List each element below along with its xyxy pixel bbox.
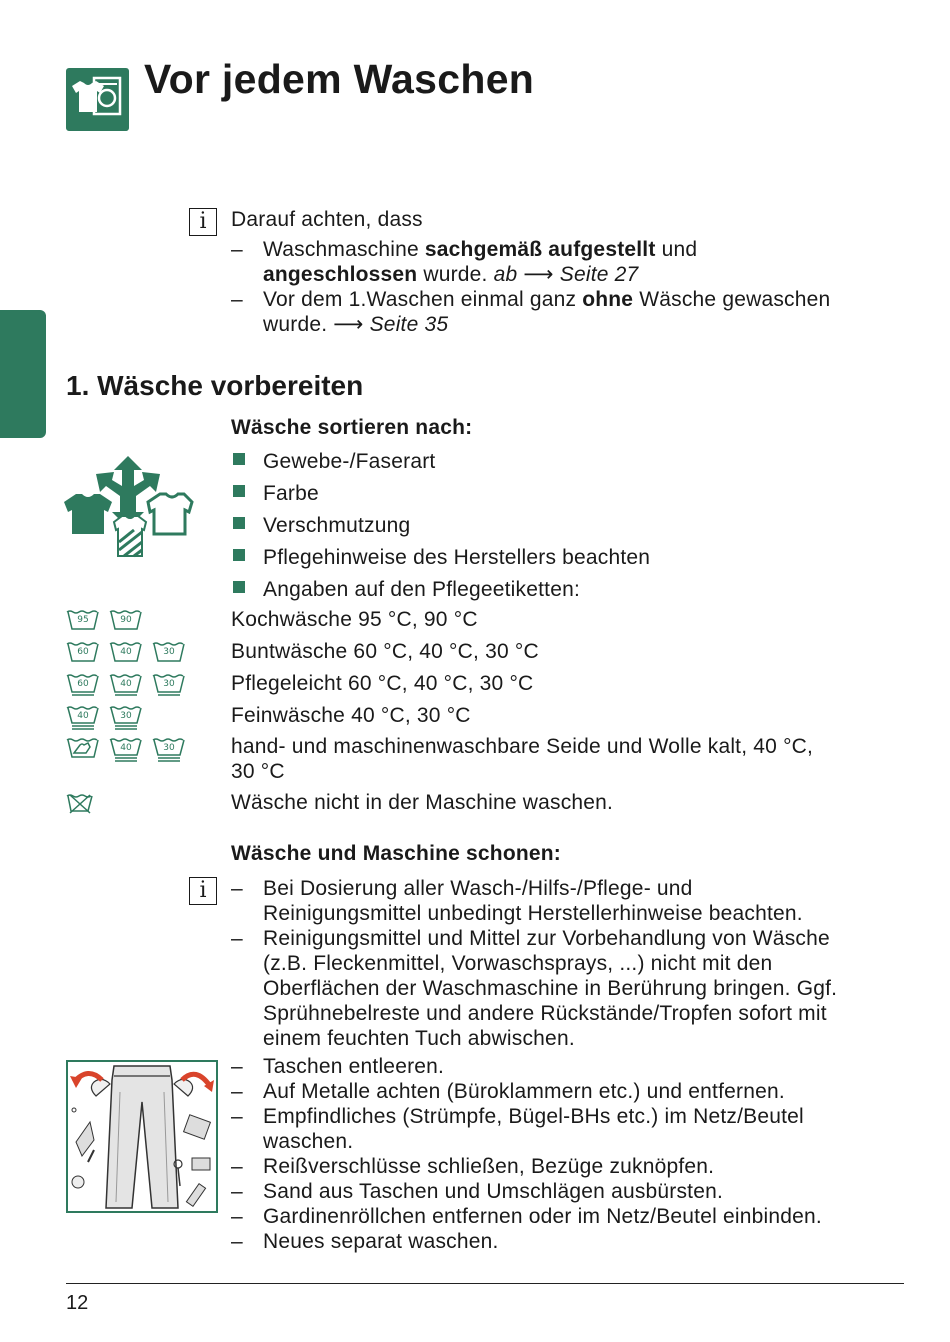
wash-tub-icon: 30	[152, 641, 186, 663]
section-heading: 1. Wäsche vorbereiten	[66, 370, 364, 401]
wash-tub-wool-icon: 30	[152, 737, 186, 759]
bullet-square-icon	[233, 485, 245, 497]
wash-tub-icon: 60	[66, 641, 100, 663]
list-item: – Reißverschlüsse schließen, Bezüge zuknöpfen.	[231, 1155, 715, 1178]
footer-rule	[66, 1283, 904, 1284]
wash-tub-gentle-icon: 30	[152, 673, 186, 695]
list-item: Angaben auf den Pflegeetiketten:	[231, 574, 650, 606]
do-not-wash-icon	[66, 793, 100, 815]
care-symbols-row	[66, 737, 195, 764]
list-item: – Waschmaschine sachgemäß aufgestellt und angeschlossen wurde. ab ⟶ Seite 27	[231, 238, 698, 286]
sort-heading: Wäsche sortieren nach:	[231, 416, 473, 439]
wash-tub-icon: 40	[109, 641, 143, 663]
page-reference: ab ⟶ Seite 27	[493, 263, 639, 286]
list-item: Gewebe-/Faserart	[231, 446, 650, 478]
intro-lead: Darauf achten, dass	[231, 208, 423, 231]
care-text: Feinwäsche 40 °C, 30 °C	[231, 704, 471, 727]
page-number: 12	[66, 1292, 89, 1314]
care-text: hand- und maschinenwaschbare Seide und Wolle kalt, 40 °C, 30 °C	[231, 735, 814, 783]
care-symbols-row	[66, 673, 195, 700]
page-title: Vor jedem Waschen	[144, 56, 535, 102]
care-text: Buntwäsche 60 °C, 40 °C, 30 °C	[231, 640, 539, 663]
protect-list	[231, 1054, 822, 1254]
wash-tub-icon: 95	[66, 609, 100, 631]
sort-list	[231, 446, 650, 606]
list-item: Pflegehinweise des Herstellers beachten	[231, 542, 650, 574]
list-item: – Empfindliches (Strümpfe, Bügel-BHs etc.) im Netz/Beutel waschen.	[231, 1105, 804, 1153]
list-item: – Gardinenröllchen entfernen oder im Netz/Beutel einbinden.	[231, 1205, 822, 1228]
protect-heading: Wäsche und Maschine schonen:	[231, 842, 561, 865]
info-icon: i	[189, 208, 217, 236]
care-symbols-row	[66, 705, 152, 732]
wash-tub-delicate-icon: 30	[109, 705, 143, 727]
bullet-square-icon	[233, 517, 245, 529]
list-item: – Neues separat waschen.	[231, 1230, 499, 1253]
wash-tub-delicate-icon: 40	[66, 705, 100, 727]
bullet-square-icon	[233, 453, 245, 465]
list-item: Farbe	[231, 478, 650, 510]
sort-laundry-icon	[64, 452, 194, 565]
wash-tub-gentle-icon: 60	[66, 673, 100, 695]
intro-list	[231, 237, 830, 337]
care-symbols-row	[66, 793, 109, 820]
care-symbols-row	[66, 641, 195, 668]
list-item: – Sand aus Taschen und Umschlägen ausbürsten.	[231, 1180, 724, 1203]
wash-tub-gentle-icon: 40	[109, 673, 143, 695]
empty-pockets-illustration	[66, 1060, 218, 1213]
list-item: Verschmutzung	[231, 510, 650, 542]
wash-tub-icon: 90	[109, 609, 143, 631]
list-item: – Vor dem 1.Waschen einmal ganz ohne Wäsche gewaschen wurde. ⟶ Seite 35	[231, 288, 831, 336]
page-reference: ⟶ Seite 35	[333, 313, 449, 336]
care-text: Kochwäsche 95 °C, 90 °C	[231, 608, 478, 631]
list-item: – Auf Metalle achten (Büroklammern etc.) und entfernen.	[231, 1080, 785, 1103]
care-text: Pflegeleicht 60 °C, 40 °C, 30 °C	[231, 672, 534, 695]
list-item: – Taschen entleeren.	[231, 1055, 445, 1078]
care-symbols-row	[66, 609, 152, 636]
chapter-tab	[0, 310, 46, 438]
wash-tub-wool-icon: 40	[109, 737, 143, 759]
list-item: – Reinigungsmittel und Mittel zur Vorbehandlung von Wäsche (z.B. Fleckenmittel, Vorwaschsprays, ...) nicht mit den Oberflächen der Waschmaschine in Berührung bringen. Ggf. Sprühnebelreste und andere Rückstände/Tropfen sofort mit einem feuchten Tuch abwischen.	[231, 927, 838, 1050]
bullet-square-icon	[233, 581, 245, 593]
list-item: – Bei Dosierung aller Wasch-/Hilfs-/Pflege- und Reinigungsmittel unbedingt Herstellerhinweise beachten.	[231, 877, 803, 925]
care-text: Wäsche nicht in der Maschine waschen.	[231, 791, 614, 814]
bullet-square-icon	[233, 549, 245, 561]
protect-info-list	[231, 876, 837, 1051]
hand-wash-icon	[66, 737, 100, 759]
washing-machine-shirt-icon	[66, 68, 129, 131]
info-icon: i	[189, 877, 217, 905]
